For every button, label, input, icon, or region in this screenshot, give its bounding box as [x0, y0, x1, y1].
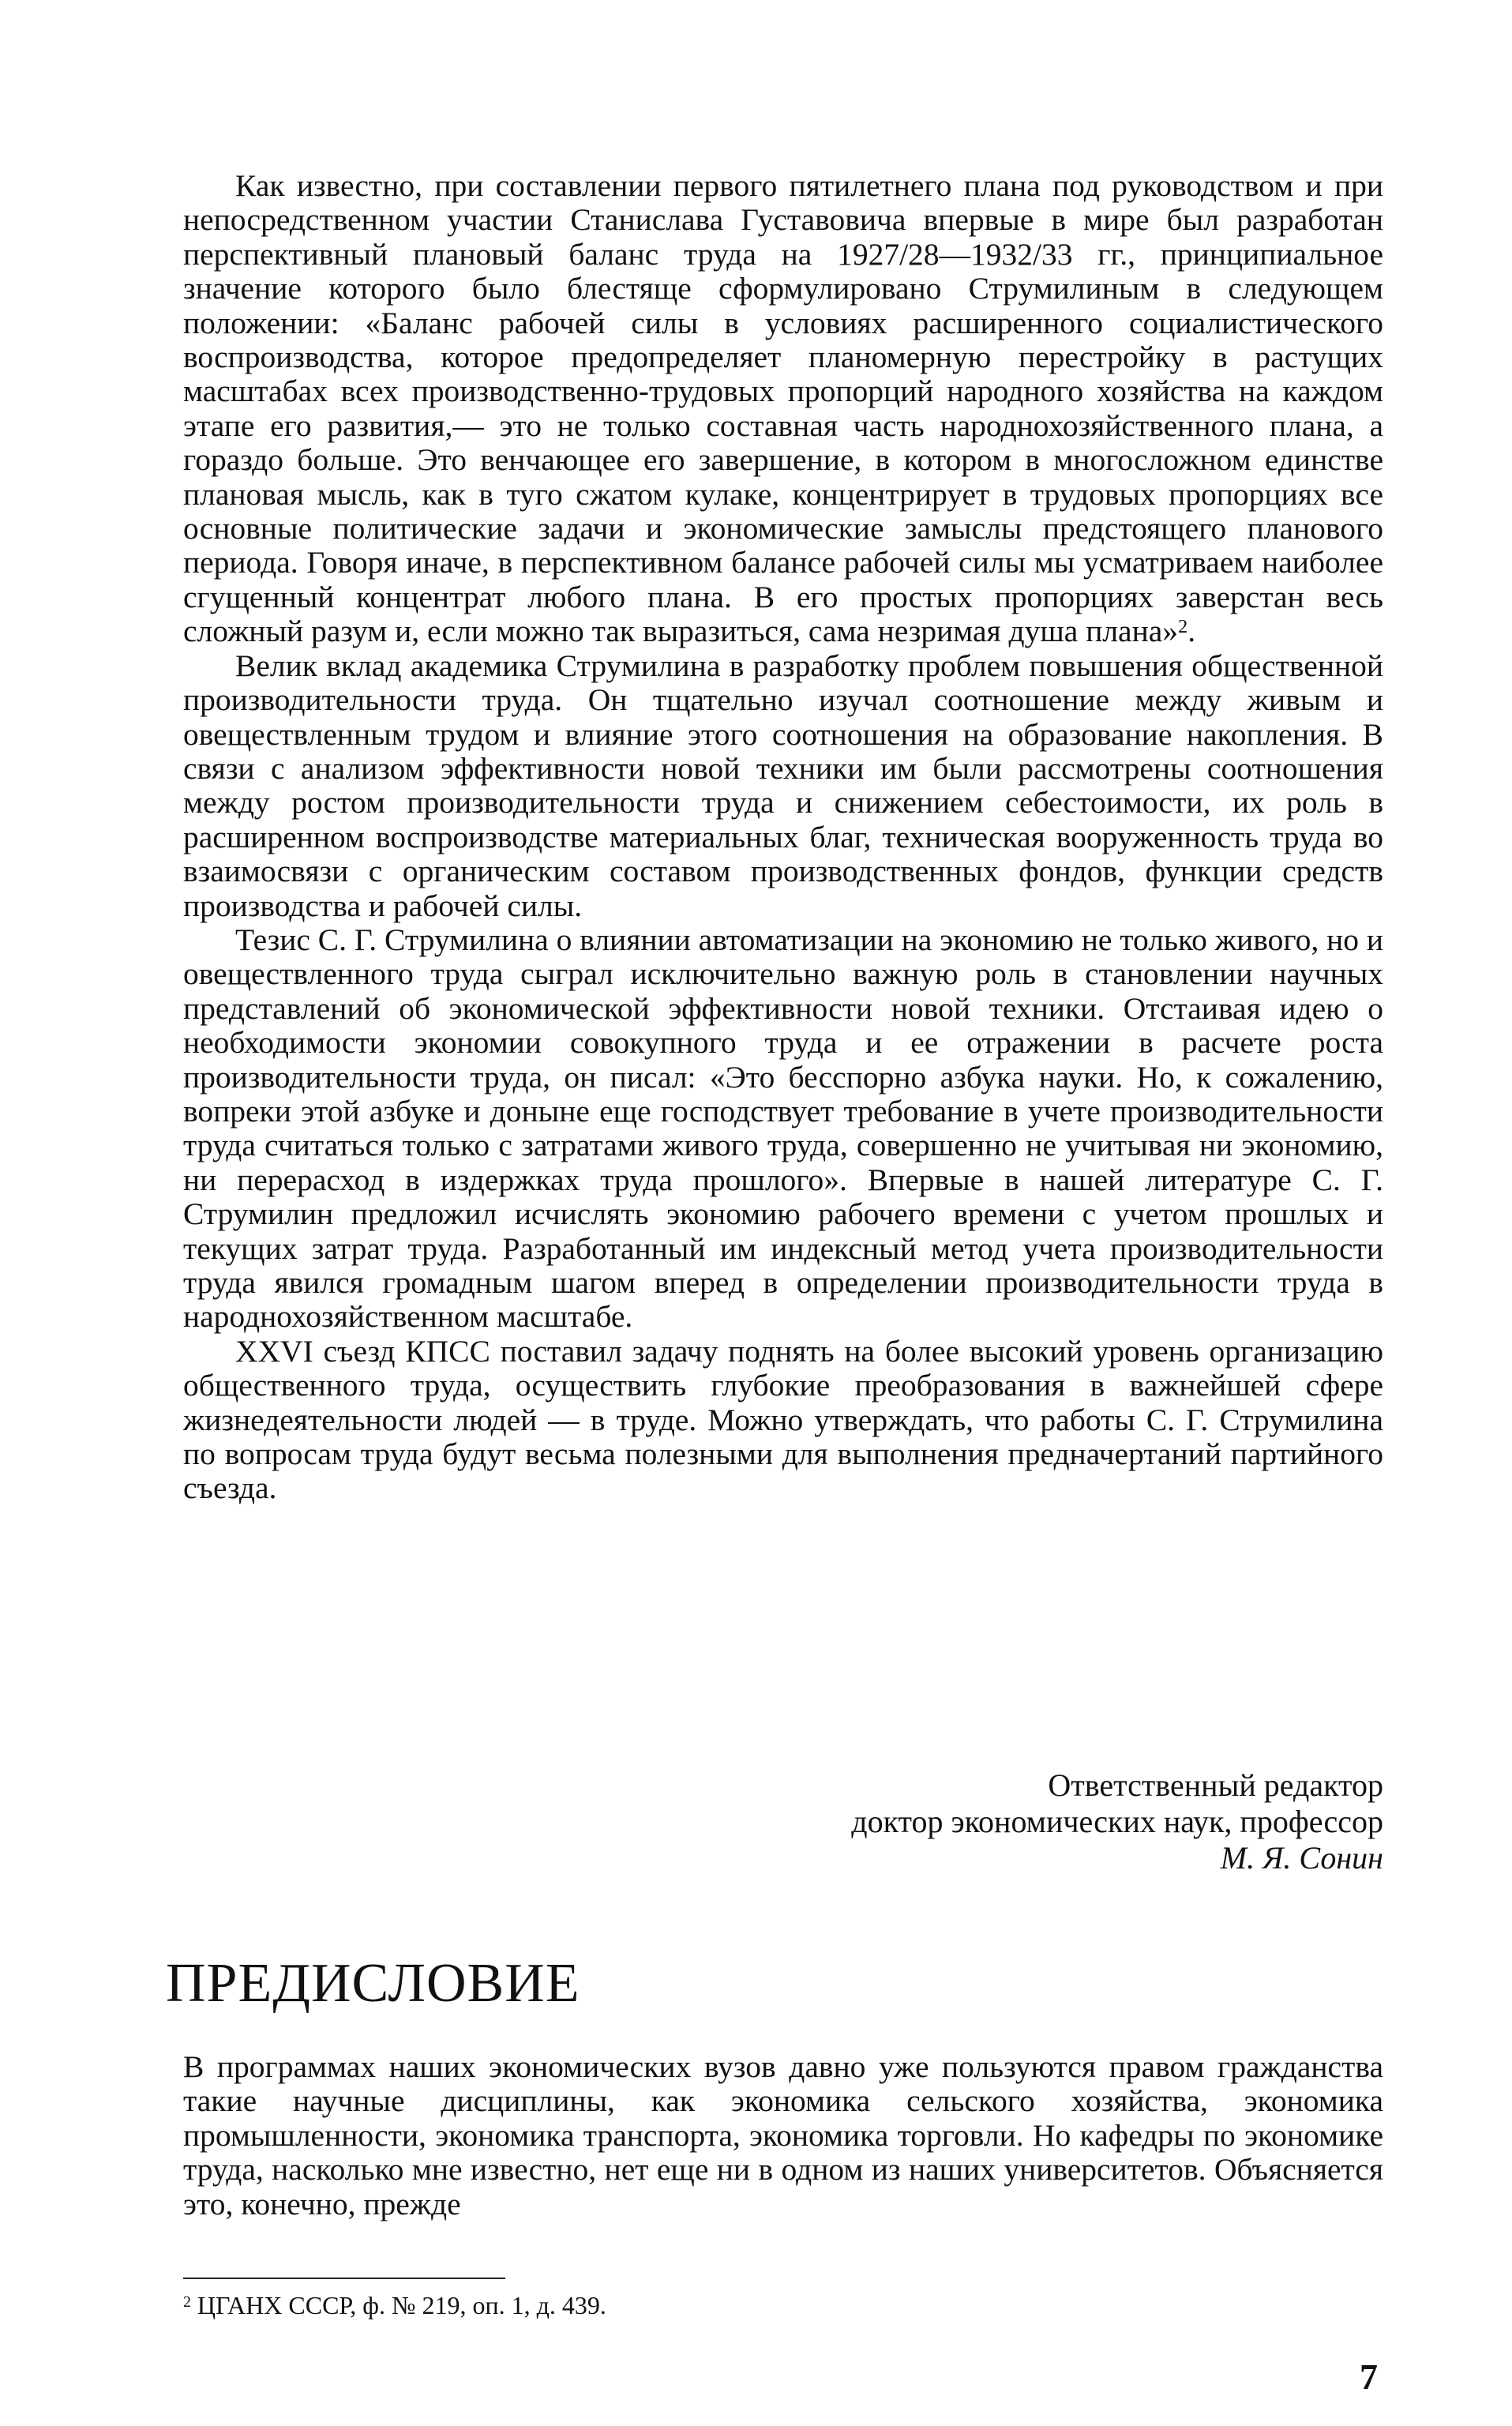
footnote	[183, 2290, 1289, 2320]
signature-degree: доктор экономических наук, профессор	[851, 1804, 1383, 1839]
preface-text	[183, 2050, 1383, 2221]
signature-name: М. Я. Сонин	[1220, 1840, 1383, 1876]
intro-text	[183, 169, 1383, 1506]
footnote-reference: 2	[1178, 616, 1188, 638]
editor-signature	[553, 1767, 1383, 1876]
footnote-marker: 2	[183, 2293, 191, 2311]
intro-paragraph: XXVI съезд КПСС поставил задачу поднять на более высокий уровень организацию общественного труда, осуществить глубокие преобразования в важнейшей сфере жизнедеятельности людей — в труде. Можно утверждать, что работы С. Г. Струмилина по вопросам труда будут весьма полезными для выполнения предначертаний партийного съезда.	[183, 1333, 1383, 1506]
intro-paragraph: Как известно, при составлении первого пятилетнего плана под руководством и при непосредственном участии Станислава Густавовича впервые в мире был разработан перспективный плановый баланс труда на 1927/28—1932/33 гг., принципиальное значение которого было блестяще сформулировано Струмилиным в следующем положении: «Баланс рабочей силы в условиях расширенного социалистического воспроизводства, которое предопределяет планомерную перестройку в растущих масштабах всех производственно-трудовых пропорций народного хозяйства на каждом этапе его развития,— это не только составная часть народнохозяйственного плана, а гораздо больше. Это венчающее его завершение, в котором в многосложном единстве плановая мысль, как в туго сжатом кулаке, концентрирует в трудовых пропорциях все основные политические задачи и экономические замыслы предстоящего планового периода. Говоря иначе, в перспективном балансе рабочей силы мы усматриваем наиболее сгущенный концентрат любого плана. В его простых пропорциях заверстан весь сложный разум и, если можно так выразиться, сама незримая душа плана»$^2$.	[183, 168, 1383, 649]
footnote-text: ЦГАНХ СССР, ф. № 219, оп. 1, д. 439.	[197, 2291, 606, 2319]
signature-role: Ответственный редактор	[1048, 1767, 1383, 1803]
preface-paragraph: В программах наших экономических вузов давно уже пользуются правом гражданства такие научные дисциплины, как экономика сельского хозяйства, экономика промышленности, экономика транспорта, экономика торговли. Но кафедры по экономике труда, насколько мне известно, нет еще ни в одном из наших университетов. Объясняется это, конечно, прежде	[183, 2049, 1383, 2221]
intro-paragraph: Тезис С. Г. Струмилина о влиянии автоматизации на экономию не только живого, но и овеществленного труда сыграл исключительно важную роль в становлении научных представлений об экономической эффективности новой техники. Отстаивая идею о необходимости экономии совокупного труда и ее отражении в расчете роста производительности труда, он писал: «Это бесспорно азбука науки. Но, к сожалению, вопреки этой азбуке и доныне еще господствует требование в учете производительности труда считаться только с затратами живого труда, совершенно не учитывая ни экономию, ни перерасход в издержках труда прошлого». Впервые в нашей литературе С. Г. Струмилин предложил исчислять экономию рабочего времени с учетом прошлых и текущих затрат труда. Разработанный им индексный метод учета производительности труда явился громадным шагом вперед в определении производительности труда в народнохозяйственном масштабе.	[183, 922, 1383, 1335]
intro-paragraph: Велик вклад академика Струмилина в разработку проблем повышения общественной производительности труда. Он тщательно изучал соотношение между живым и овеществленным трудом и влияние этого соотношения на образование накопления. В связи с анализом эффективности новой техники им были рассмотрены соотношения между ростом производительности труда и снижением себестоимости, их роль в расширенном воспроизводстве материальных благ, техническая вооруженность труда во взаимосвязи с органическим составом производственных фондов, функции средств производства и рабочей силы.	[183, 648, 1383, 923]
preface-heading: ПРЕДИСЛОВИЕ	[166, 1953, 580, 2014]
page-number: 7	[1360, 2357, 1378, 2397]
footnote-divider	[183, 2278, 505, 2279]
